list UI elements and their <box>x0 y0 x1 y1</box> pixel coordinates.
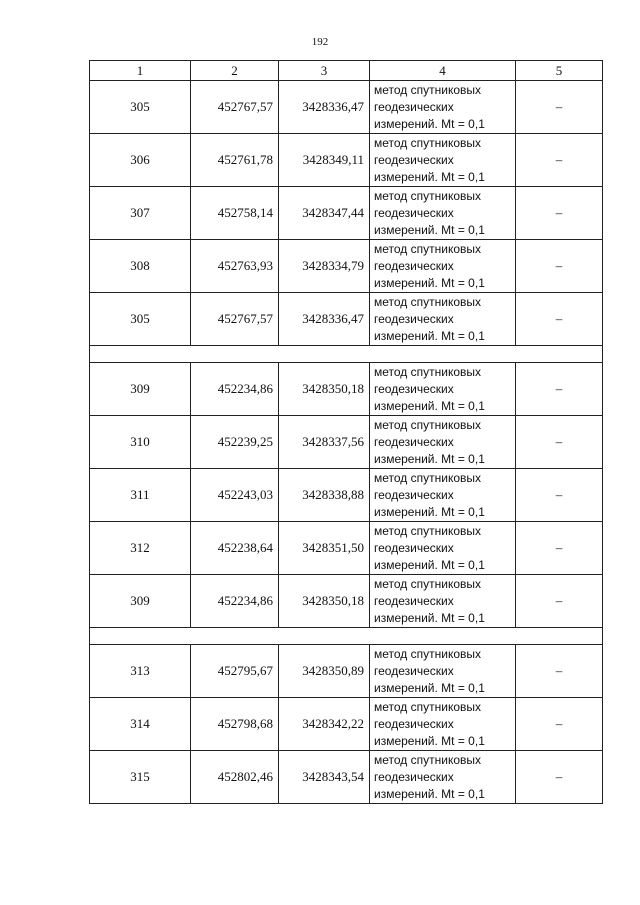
dash-cell: – <box>516 187 603 240</box>
header-cell: 3 <box>279 61 370 81</box>
method-cell <box>370 293 516 346</box>
y-coordinate-cell: 3428336,47 <box>279 293 370 346</box>
x-coordinate-cell: 452238,64 <box>191 522 279 575</box>
dash-cell: – <box>516 240 603 293</box>
table-row <box>90 240 603 293</box>
method-cell <box>370 81 516 134</box>
header-cell: 4 <box>370 61 516 81</box>
y-coordinate-cell: 3428342,22 <box>279 698 370 751</box>
point-number-cell: 310 <box>90 416 191 469</box>
y-coordinate-cell: 3428347,44 <box>279 187 370 240</box>
point-number-cell: 314 <box>90 698 191 751</box>
x-coordinate-cell: 452758,14 <box>191 187 279 240</box>
point-number-cell: 307 <box>90 187 191 240</box>
x-coordinate-cell: 452243,03 <box>191 469 279 522</box>
method-line-1: метод спутниковых <box>374 752 482 767</box>
method-line-3: измерений. Mt = 0,1 <box>374 786 485 801</box>
table-row <box>90 416 603 469</box>
y-coordinate-cell: 3428351,50 <box>279 522 370 575</box>
method-cell <box>370 416 516 469</box>
point-number-cell: 305 <box>90 293 191 346</box>
y-coordinate-cell: 3428350,89 <box>279 645 370 698</box>
x-coordinate-cell: 452795,67 <box>191 645 279 698</box>
dash-cell: – <box>516 522 603 575</box>
point-number-cell: 306 <box>90 134 191 187</box>
x-coordinate-cell: 452798,68 <box>191 698 279 751</box>
method-line-3: измерений. Mt = 0,1 <box>374 610 485 625</box>
method-line-2: геодезических <box>374 99 454 114</box>
method-cell <box>370 363 516 416</box>
header-cell: 1 <box>90 61 191 81</box>
method-line-1: метод спутниковых <box>374 364 482 379</box>
dash-cell: – <box>516 416 603 469</box>
method-line-2: геодезических <box>374 663 454 678</box>
y-coordinate-cell: 3428338,88 <box>279 469 370 522</box>
method-line-2: геодезических <box>374 381 454 396</box>
method-line-3: измерений. Mt = 0,1 <box>374 169 485 184</box>
y-coordinate-cell: 3428337,56 <box>279 416 370 469</box>
point-number-cell: 312 <box>90 522 191 575</box>
y-coordinate-cell: 3428343,54 <box>279 751 370 804</box>
method-line-2: геодезических <box>374 434 454 449</box>
y-coordinate-cell: 3428350,18 <box>279 575 370 628</box>
table-row <box>90 81 603 134</box>
method-line-1: метод спутниковых <box>374 576 482 591</box>
method-cell <box>370 134 516 187</box>
point-number-cell: 313 <box>90 645 191 698</box>
method-line-2: геодезических <box>374 152 454 167</box>
dash-cell: – <box>516 293 603 346</box>
table-row <box>90 522 603 575</box>
method-line-1: метод спутниковых <box>374 523 482 538</box>
method-line-1: метод спутниковых <box>374 417 482 432</box>
method-line-2: геодезических <box>374 205 454 220</box>
method-line-3: измерений. Mt = 0,1 <box>374 504 485 519</box>
method-line-2: геодезических <box>374 311 454 326</box>
method-line-3: измерений. Mt = 0,1 <box>374 733 485 748</box>
method-line-3: измерений. Mt = 0,1 <box>374 680 485 695</box>
method-cell <box>370 645 516 698</box>
group-separator-row <box>90 346 603 363</box>
method-cell <box>370 240 516 293</box>
method-cell <box>370 751 516 804</box>
dash-cell: – <box>516 134 603 187</box>
x-coordinate-cell: 452234,86 <box>191 575 279 628</box>
x-coordinate-cell: 452767,57 <box>191 81 279 134</box>
x-coordinate-cell: 452761,78 <box>191 134 279 187</box>
x-coordinate-cell: 452767,57 <box>191 293 279 346</box>
y-coordinate-cell: 3428334,79 <box>279 240 370 293</box>
y-coordinate-cell: 3428350,18 <box>279 363 370 416</box>
method-line-1: метод спутниковых <box>374 135 482 150</box>
table-row <box>90 187 603 240</box>
method-line-2: геодезических <box>374 716 454 731</box>
method-line-2: геодезических <box>374 487 454 502</box>
table-row <box>90 363 603 416</box>
point-number-cell: 309 <box>90 363 191 416</box>
separator-cell <box>90 628 603 645</box>
dash-cell: – <box>516 645 603 698</box>
x-coordinate-cell: 452234,86 <box>191 363 279 416</box>
dash-cell: – <box>516 469 603 522</box>
table-row <box>90 645 603 698</box>
x-coordinate-cell: 452802,46 <box>191 751 279 804</box>
page-number: 192 <box>311 36 329 48</box>
y-coordinate-cell: 3428336,47 <box>279 81 370 134</box>
method-line-3: измерений. Mt = 0,1 <box>374 557 485 572</box>
table-row <box>90 134 603 187</box>
method-line-1: метод спутниковых <box>374 241 482 256</box>
method-cell <box>370 187 516 240</box>
point-number-cell: 308 <box>90 240 191 293</box>
header-cell: 2 <box>191 61 279 81</box>
method-line-2: геодезических <box>374 769 454 784</box>
method-line-3: измерений. Mt = 0,1 <box>374 328 485 343</box>
table-row <box>90 698 603 751</box>
separator-cell <box>90 346 603 363</box>
table-row <box>90 751 603 804</box>
method-cell <box>370 575 516 628</box>
coordinates-table-body <box>90 61 603 804</box>
method-line-1: метод спутниковых <box>374 699 482 714</box>
method-line-1: метод спутниковых <box>374 294 482 309</box>
method-line-3: измерений. Mt = 0,1 <box>374 398 485 413</box>
dash-cell: – <box>516 698 603 751</box>
method-line-1: метод спутниковых <box>374 646 482 661</box>
point-number-cell: 305 <box>90 81 191 134</box>
table-row <box>90 469 603 522</box>
method-line-1: метод спутниковых <box>374 470 482 485</box>
method-line-2: геодезических <box>374 540 454 555</box>
x-coordinate-cell: 452763,93 <box>191 240 279 293</box>
method-cell <box>370 698 516 751</box>
y-coordinate-cell: 3428349,11 <box>279 134 370 187</box>
method-cell <box>370 469 516 522</box>
dash-cell: – <box>516 81 603 134</box>
method-line-3: измерений. Mt = 0,1 <box>374 222 485 237</box>
method-line-3: измерений. Mt = 0,1 <box>374 116 485 131</box>
header-row <box>90 61 603 81</box>
coordinates-table <box>89 60 603 804</box>
point-number-cell: 311 <box>90 469 191 522</box>
dash-cell: – <box>516 575 603 628</box>
method-line-1: метод спутниковых <box>374 82 482 97</box>
group-separator-row <box>90 628 603 645</box>
method-line-3: измерений. Mt = 0,1 <box>374 451 485 466</box>
table-row <box>90 293 603 346</box>
method-line-2: геодезических <box>374 258 454 273</box>
dash-cell: – <box>516 751 603 804</box>
method-line-1: метод спутниковых <box>374 188 482 203</box>
point-number-cell: 309 <box>90 575 191 628</box>
dash-cell: – <box>516 363 603 416</box>
method-cell <box>370 522 516 575</box>
method-line-3: измерений. Mt = 0,1 <box>374 275 485 290</box>
header-cell: 5 <box>516 61 603 81</box>
x-coordinate-cell: 452239,25 <box>191 416 279 469</box>
table-row <box>90 575 603 628</box>
point-number-cell: 315 <box>90 751 191 804</box>
method-line-2: геодезических <box>374 593 454 608</box>
